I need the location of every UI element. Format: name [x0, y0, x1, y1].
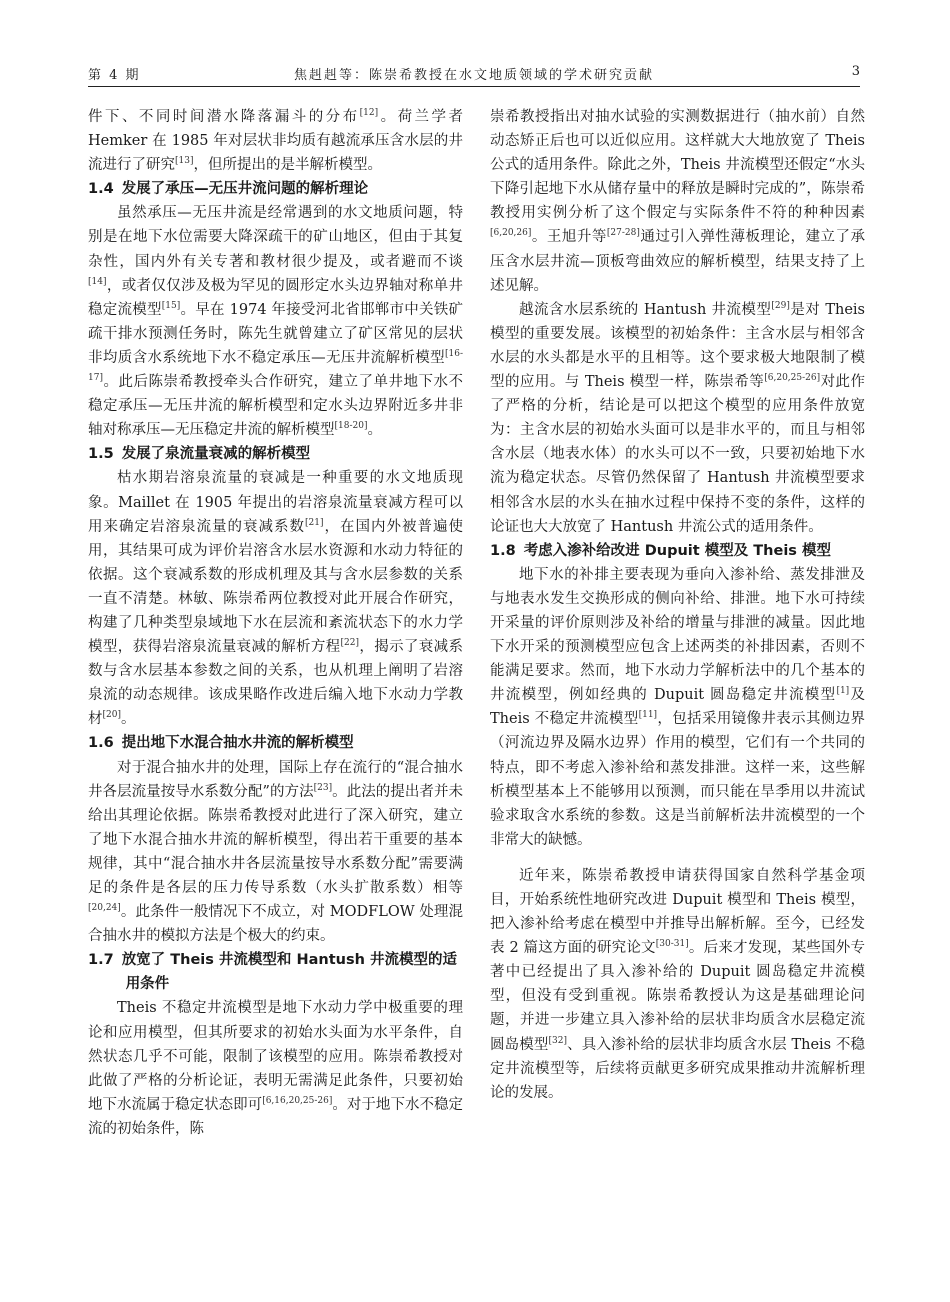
- page-number: 3: [851, 64, 860, 79]
- citation[interactable]: [16-17]: [88, 348, 463, 384]
- left-column: [88, 105, 463, 1141]
- section-heading-1-4: 1.4 发展了承压—无压井流问题的解析理论: [88, 181, 369, 198]
- citation[interactable]: [32]: [548, 1035, 568, 1046]
- citation[interactable]: [1]: [836, 686, 850, 697]
- paragraph: Theis 不稳定井流模型是地下水动力学中极重要的理论和应用模型，但其所要求的初始水头面为水平条件，自然状态几乎不可能，限制了该模型的应用。陈崇希教授对此做了严格的分析论证，表明无需满足此条件，只要初始地下水流属于稳定状态即可[6,16,20,25-26]。对于地下水不稳定流的初始条件，陈: [88, 1000, 464, 1137]
- running-title: 焦赳赳等：陈崇希教授在水文地质领域的学术研究贡献: [293, 68, 654, 83]
- citation[interactable]: [22]: [340, 638, 360, 649]
- right-column: [490, 105, 865, 1105]
- citation[interactable]: [11]: [638, 710, 658, 721]
- citation[interactable]: [21]: [305, 517, 324, 528]
- citation[interactable]: [20]: [102, 710, 121, 721]
- citation[interactable]: [30-31]: [655, 939, 689, 950]
- paragraph: 枯水期岩溶泉流量的衰减是一种重要的水文地质现象。Maillet 在 1905 年提出的岩溶泉流量衰减方程可以用来确定岩溶泉流量的衰减系数[21]，在国内外被普遍使用，其结果可成为评价岩溶含水层水资源和水动力特征的依据。这个衰减系数的形成机理及其与含水层参数的关系一直不清楚。林敏、陈崇希两位教授对此开展合作研究，构建了几种类型泉域地下水在层流和紊流状态下的水力学模型，获得岩溶泉流量衰减的解析方程[22]，揭示了衰减系数与含水层基本参数之间的关系，也从机理上阐明了岩溶泉流的动态规律。该成果略作改进后编入地下水动力学教材[20]。: [88, 470, 464, 728]
- citation[interactable]: [14]: [88, 276, 107, 287]
- citation[interactable]: [15]: [161, 300, 181, 311]
- citation[interactable]: [12]: [359, 108, 379, 118]
- issue-label: 第 4 期: [88, 68, 141, 83]
- citation[interactable]: [29]: [771, 300, 790, 311]
- paragraph: 越流含水层系统的 Hantush 井流模型[29]是对 Theis 模型的重要发展。该模型的初始条件：主含水层与相邻含水层的水头都是水平的且相等。这个要求极大地限制了模型的应用。与 Theis 模型一样，陈崇希等[6,20,25-26]对此作了严格的分析，结论是可以把这个模型的应用条件放宽为：主含水层的初始水头面可以是非水平的，而且与相邻含水层（地表水体）的水头可以不一致，只要初始地下水流为稳定状态。尽管仍然保留了 Hantush 井流模型要求相邻含水层的水头在抽水过程中保持不变的条件，这样的论证也大大放宽了 Hantush 井流公式的适用条件。: [490, 300, 866, 535]
- citation[interactable]: [6,20,25-26]: [764, 373, 821, 384]
- section-heading-1-6: 1.6 提出地下水混合抽水井流的解析模型: [88, 735, 354, 752]
- paragraph: 崇希教授指出对抽水试验的实测数据进行（抽水前）自然动态矫正后也可以近似应用。这样就大大地放宽了 Theis 公式的适用条件。除此之外，Theis 井流模型还假定“水头下降引起地下水从储存量中的释放是瞬时完成的”，陈崇希教授用实例分析了这个假定与实际条件不符的种种因素[6,20,26]。王旭升等[27-28]通过引入弹性薄板理论，建立了承压含水层井流—顶板弯曲效应的解析模型，结果支持了上述见解。: [490, 109, 866, 294]
- citation[interactable]: [27-28]: [606, 228, 640, 239]
- paragraph: 虽然承压—无压井流是经常遇到的水文地质问题，特别是在地下水位需要大降深疏干的矿山地区，但由于其复杂性，国内外有关专著和教材很少提及，或者避而不谈[14]，或者仅仅涉及极为罕见的圆形定水头边界轴对称单井稳定流模型[15]。早在 1974 年接受河北省邯郸市中关铁矿疏干排水预测任务时，陈先生就曾建立了矿区常见的层状非均质含水系统地下水不稳定承压—无压井流解析模型[16-17]。此后陈崇希教授牵头合作研究，建立了单井地下水不稳定承压—无压井流的解析模型和定水头边界附近多井非轴对称承压—无压稳定井流的解析模型[18-20]。: [88, 205, 463, 439]
- citation[interactable]: [23]: [313, 782, 333, 793]
- section-heading-1-5: 1.5 发展了泉流量衰减的解析模型: [88, 446, 311, 463]
- citation[interactable]: [6,20,26]: [490, 228, 532, 239]
- paragraph: 对于混合抽水井的处理，国际上存在流行的“混合抽水井各层流量按导水系数分配”的方法[23]。此法的提出者并未给出其理论依据。陈崇希教授对此进行了深入研究，建立了地下水混合抽水井流的解析模型，得出若干重要的基本规律，其中“混合抽水井各层流量按导水系数分配”需要满足的条件是各层的压力传导系数（水头扩散系数）相等[20,24]。此条件一般情况下不成立，对 MODFLOW 处理混合抽水井的模拟方法是个极大的约束。: [88, 759, 464, 945]
- section-heading-1-7: 1.7 放宽了 Theis 井流模型和 Hantush 井流模型的适用条件: [88, 952, 457, 993]
- citation[interactable]: [6,16,20,25-26]: [262, 1095, 333, 1106]
- paragraph: 地下水的补排主要表现为垂向入渗补给、蒸发排泄及与地表水发生交换形成的侧向补给、排泄。地下水可持续开采量的评价原则涉及补给的增量与排泄的减量。因此地下水开采的预测模型应包含上述两类的补排因素，否则不能满足要求。然而，地下水动力学解析法中的几个基本的井流模型，例如经典的 Dupuit 圆岛稳定井流模型[1]及 Theis 不稳定井流模型[11]，包括采用镜像井表示其侧边界（河流边界及隔水边界）作用的模型，它们有一个共同的特点，即不考虑入渗补给和蒸发排泄。这样一来，这些解析模型基本上不能够用以预测，而只能在旱季用以井流试验求取含水系统的参数。这是当前解析法井流模型的一个非常大的缺憾。: [490, 566, 865, 848]
- citation[interactable]: [20,24]: [88, 903, 121, 914]
- paragraph: 近年来，陈崇希教授申请获得国家自然科学基金项目，开始系统性地研究改进 Dupuit 模型和 Theis 模型，把入渗补给考虑在模型中并推导出解析解。至今，已经发表 2 篇这方面的研究论文[30-31]。后来才发现，某些国外专著中已经提出了具入渗补给的 Dupuit 圆岛稳定井流模型，但没有受到重视。陈崇希教授认为这是基础理论问题，并进一步建立具入渗补给的层状非均质含水层稳定流圆岛模型[32]、具入渗补给的层状非均质含水层 Theis 不稳定井流模型等，后续将贡献更多研究成果推动井流解析理论的发展。: [490, 867, 865, 1101]
- section-heading-1-8: 1.8 考虑入渗补给改进 Dupuit 模型及 Theis 模型: [490, 542, 831, 559]
- citation[interactable]: [18-20]: [334, 421, 368, 432]
- running-header: [88, 58, 860, 87]
- paragraph: 件下、不同时间潜水降落漏斗的分布[12]。荷兰学者 Hemker 在 1985 年对层状非均质有越流承压含水层的井流进行了研究[13]，但所提出的是半解析模型。: [88, 108, 464, 174]
- citation[interactable]: [13]: [175, 156, 194, 167]
